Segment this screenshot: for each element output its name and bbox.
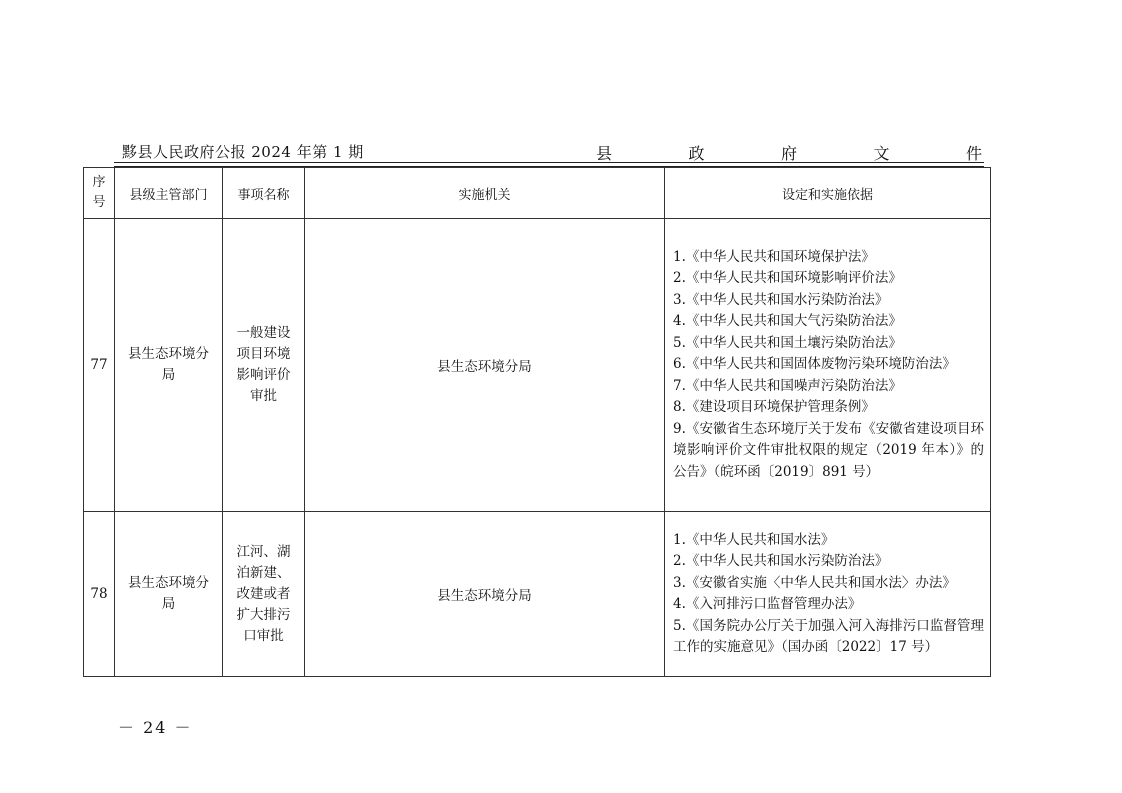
basis-item: 5.《国务院办公厅关于加强入河入海排污口监督管理工作的实施意见》（国办函〔2022〕17 号）: [673, 617, 984, 655]
section-title: [596, 141, 982, 164]
basis-item: 1.《中华人民共和国水法》: [673, 531, 835, 548]
row-agency: 县生态环境分局: [305, 219, 665, 512]
basis-item: 7.《中华人民共和国噪声污染防治法》: [673, 377, 902, 394]
header-no-bottom: 号: [92, 195, 106, 210]
table-header-row: [84, 168, 991, 219]
basis-item: 6.《中华人民共和国固体废物污染环境防治法》: [673, 356, 956, 373]
table-row: [84, 219, 991, 512]
row-no: 78: [84, 512, 115, 677]
basis-item: 3.《安徽省实施〈中华人民共和国水法〉办法》: [673, 574, 956, 591]
section-title-char: 县: [596, 144, 613, 163]
approval-items-table: [83, 167, 991, 677]
row-agency: 县生态环境分局: [305, 512, 665, 677]
row-no: 77: [84, 219, 115, 512]
basis-item: 1.《中华人民共和国环境保护法》: [673, 248, 875, 265]
page-number: － 24 －: [118, 718, 193, 737]
header-no-top: 序: [92, 175, 106, 190]
basis-item: 4.《入河排污口监督管理办法》: [673, 596, 862, 612]
header-dept: 县级主管部门: [115, 168, 223, 219]
basis-item: 2.《中华人民共和国水污染防治法》: [673, 553, 889, 569]
basis-item: 5.《中华人民共和国土壤污染防治法》: [673, 334, 902, 351]
row-basis: [665, 512, 991, 677]
section-title-char: 文: [873, 144, 890, 163]
bulletin-title: 黟县人民政府公报 2024 年第 1 期: [122, 143, 364, 161]
row-dept: 县生态环境分局: [115, 219, 223, 512]
basis-item: 8.《建设项目环境保护管理条例》: [673, 399, 875, 416]
section-title-char: 件: [965, 144, 982, 163]
header-basis: 设定和实施依据: [665, 168, 991, 219]
row-item-name: 江河、湖泊新建、改建或者扩大排污口审批: [223, 512, 305, 677]
header-no: [84, 168, 115, 219]
basis-item: 3.《中华人民共和国水污染防治法》: [673, 291, 889, 308]
table-row: [84, 512, 991, 677]
basis-item: 2.《中华人民共和国环境影响评价法》: [673, 270, 902, 287]
row-item-name: 一般建设项目环境影响评价审批: [223, 219, 305, 512]
row-basis: [665, 219, 991, 512]
section-title-char: 府: [780, 144, 797, 163]
section-title-char: 政: [688, 144, 705, 163]
header-name: 事项名称: [223, 168, 305, 219]
basis-item: 9.《安徽省生态环境厅关于发布《安徽省建设项目环境影响评价文件审批权限的规定（2019 年本）》的公告》（皖环函〔2019〕891 号）: [673, 420, 984, 480]
basis-item: 4.《中华人民共和国大气污染防治法》: [673, 313, 902, 330]
header-agency: 实施机关: [305, 168, 665, 219]
row-dept: 县生态环境分局: [115, 512, 223, 677]
